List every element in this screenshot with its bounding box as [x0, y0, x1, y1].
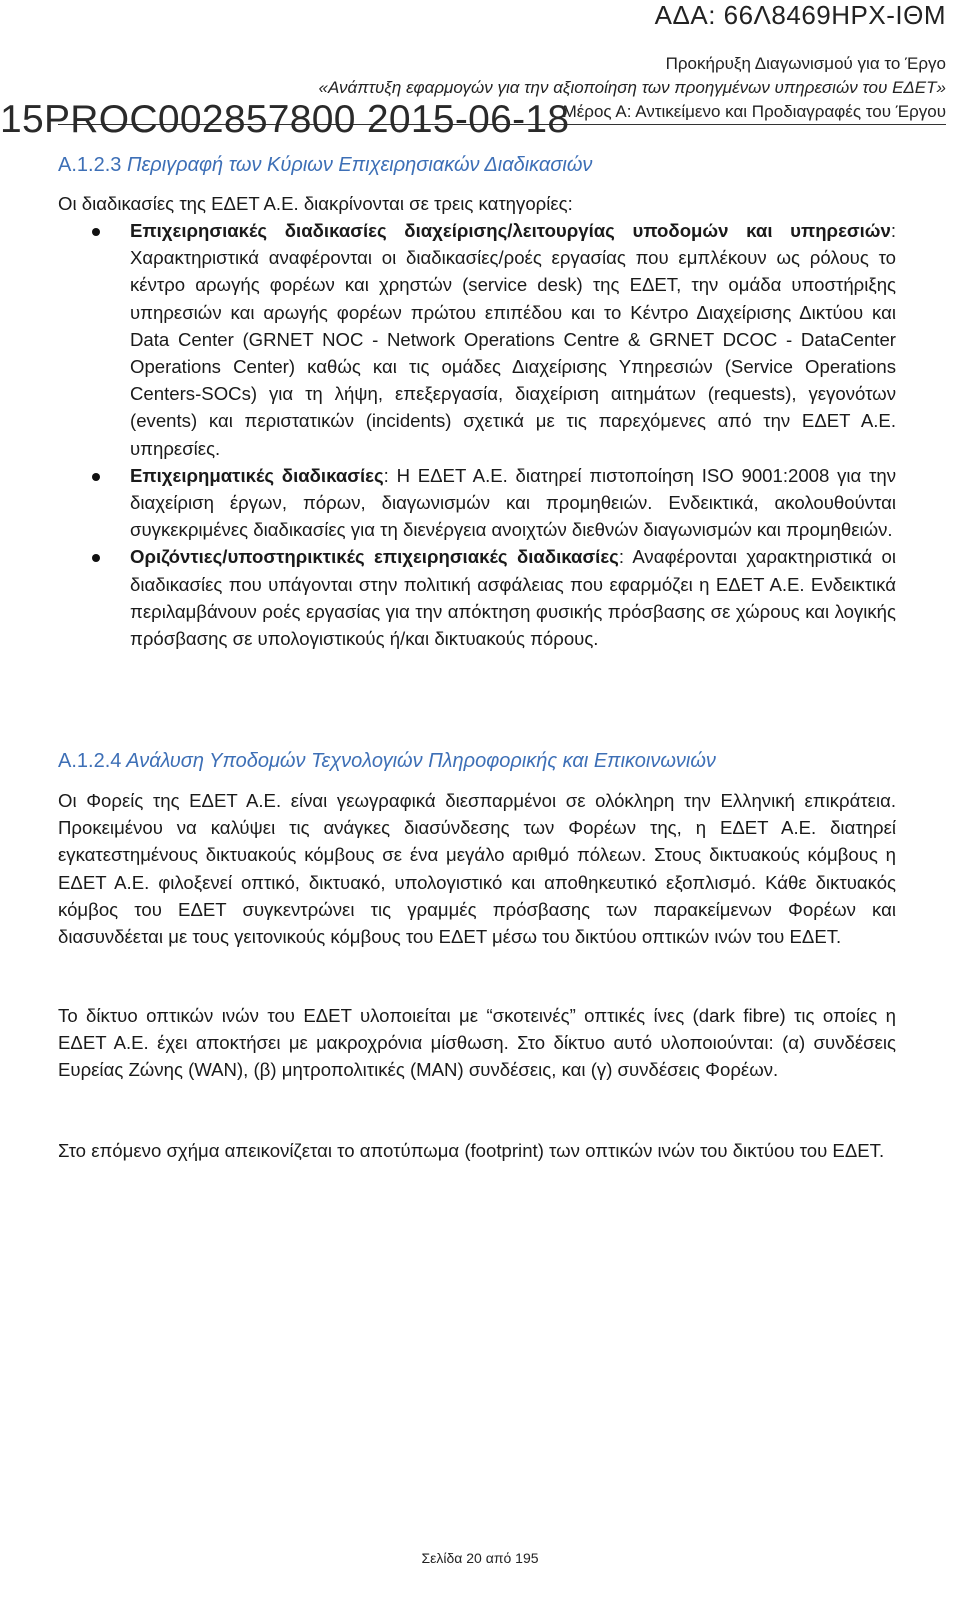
proc-id-stamp: 15PROC002857800 2015-06-18 — [0, 98, 570, 141]
list-item — [58, 217, 896, 462]
section-1-intro: Οι διαδικασίες της ΕΔΕΤ Α.Ε. διακρίνονται σε τρεις κατηγορίες: — [58, 193, 573, 214]
bullet-term: Οριζόντιες/υποστηρικτικές επιχειρησιακές διαδικασίες — [130, 546, 619, 568]
bullet-term: Επιχειρησιακές διαδικασίες διαχείρισης/λειτουργίας υποδομών και υπηρεσιών — [130, 220, 891, 241]
bullet-term: Επιχειρηματικές διαδικασίες — [130, 464, 384, 486]
bullet-icon — [92, 228, 100, 236]
section-title-2: Ανάλυση Υποδομών Τεχνολογιών Πληροφορικής και Επικοινωνιών — [126, 750, 716, 772]
section-heading-1 — [58, 152, 592, 178]
section-heading-2 — [58, 748, 716, 774]
page-number-footer: Σελίδα 20 από 195 — [421, 1550, 539, 1566]
section-number-1: Α.1.2.3 — [58, 154, 122, 176]
section-title-1: Περιγραφή των Κύριων Επιχειρησιακών Διαδικασιών — [126, 154, 593, 176]
section-2-paragraph-1: Οι Φορείς της ΕΔΕΤ Α.Ε. είναι γεωγραφικά διεσπαρμένοι σε ολόκληρη την Ελληνική επικράτεια. Προκειμένου να καλύψει τις ανάγκες διασύνδεσης των Φορέων της, η ΕΔΕΤ Α.Ε. διατηρεί εγκατεστημένους δικτυακούς κόμβους σε ένα μεγάλο αριθμό πόλεων. Στους δικτυακούς κόμβους η ΕΔΕΤ Α.Ε. φιλοξενεί οπτικό, δικτυακό, υπολογιστικό και αποθηκευτικό εξοπλισμό. Κάθε δικτυακός κόμβος του ΕΔΕΤ συγκεντρώνει τις γραμμές πρόσβασης των παρακείμενων Φορέων και διασυνδέεται με τους γειτονικούς κόμβους του ΕΔΕΤ μέσω του δικτύου οπτικών ινών του ΕΔΕΤ. — [58, 790, 896, 948]
bullet-icon — [92, 473, 100, 481]
list-item — [58, 543, 896, 652]
process-categories-list — [58, 217, 896, 652]
bullet-text: : Η ΕΔΕΤ Α.Ε. διατηρεί πιστοποίηση ISO 9001:2008 για την διαχείριση έργων, πόρων, διαγωνισμών και προμηθειών. Ενδεικτικά, ακολουθούνται συγκεκριμένες διαδικασίες για τη διενέργεια ανοιχτών διεθνών διαγωνισμών και προμηθειών. — [130, 464, 896, 541]
bullet-text: : Αναφέρονται χαρακτηριστικά οι διαδικασίες που υπάγονται στην πολιτική ασφάλειας που εφαρμόζει η ΕΔΕΤ Α.Ε. Ενδεικτικά περιλαμβάνουν ροές εργασίας για την απόκτηση φυσικής πρόσβασης σε χώρους και λογικής πρόσβασης σε υπολογιστικούς ή/και δικτυακούς πόρους. — [130, 546, 896, 650]
running-header-line3: Μέρος Α: Αντικείμενο και Προδιαγραφές του Έργου — [562, 102, 946, 121]
ada-code: ΑΔΑ: 66Λ8469ΗΡΧ-ΙΘΜ — [654, 0, 946, 30]
bullet-text: : Χαρακτηριστικά αναφέρονται οι διαδικασίες/ροές εργασίας που εμπλέκουν ως ρόλους το κέντρο αρωγής φορέων και χρηστών (service desk) της ΕΔΕΤ, την ομάδα υποστήριξης υπηρεσιών και αρωγής φορέων πρώτου επιπέδου και το Κέντρο Διαχείρισης Δικτύου και Data Center (GRNET NOC - Network Operations Centre & GRNET DCOC - DataCenter Operations Center) καθώς και τις ομάδες Διαχείρισης Υπηρεσιών (Service Operations Centers-SOCs) για τη λήψη, επεξεργασία, διαχείριση αιτημάτων (requests), γεγονότων (events) και περιστατικών (incidents) σχετικά με τις παρεχόμενες από την ΕΔΕΤ Α.Ε. υπηρεσίες. — [130, 220, 896, 459]
running-header-line2: «Ανάπτυξη εφαρμογών για την αξιοποίηση των προηγμένων υπηρεσιών του ΕΔΕΤ» — [318, 78, 946, 97]
section-number-2: Α.1.2.4 — [58, 750, 122, 772]
running-header-line1: Προκήρυξη Διαγωνισμού για το Έργο — [665, 54, 946, 73]
section-2-paragraph-3: Στο επόμενο σχήμα απεικονίζεται το αποτύπωμα (footprint) των οπτικών ινών του δικτύου του ΕΔΕΤ. — [58, 1140, 885, 1161]
section-2-paragraph-2: Το δίκτυο οπτικών ινών του ΕΔΕΤ υλοποιείται με “σκοτεινές” οπτικές ίνες (dark fibre) τις οποίες η ΕΔΕΤ Α.Ε. έχει αποκτήσει με μακροχρόνια μίσθωση. Στο δίκτυο αυτό υλοποιούνται: (α) συνδέσεις Ευρείας Ζώνης (WAN), (β) μητροπολιτικές (MAN) συνδέσεις, και (γ) συνδέσεις Φορέων. — [58, 1005, 896, 1081]
list-item — [58, 462, 896, 544]
bullet-icon — [92, 554, 100, 562]
